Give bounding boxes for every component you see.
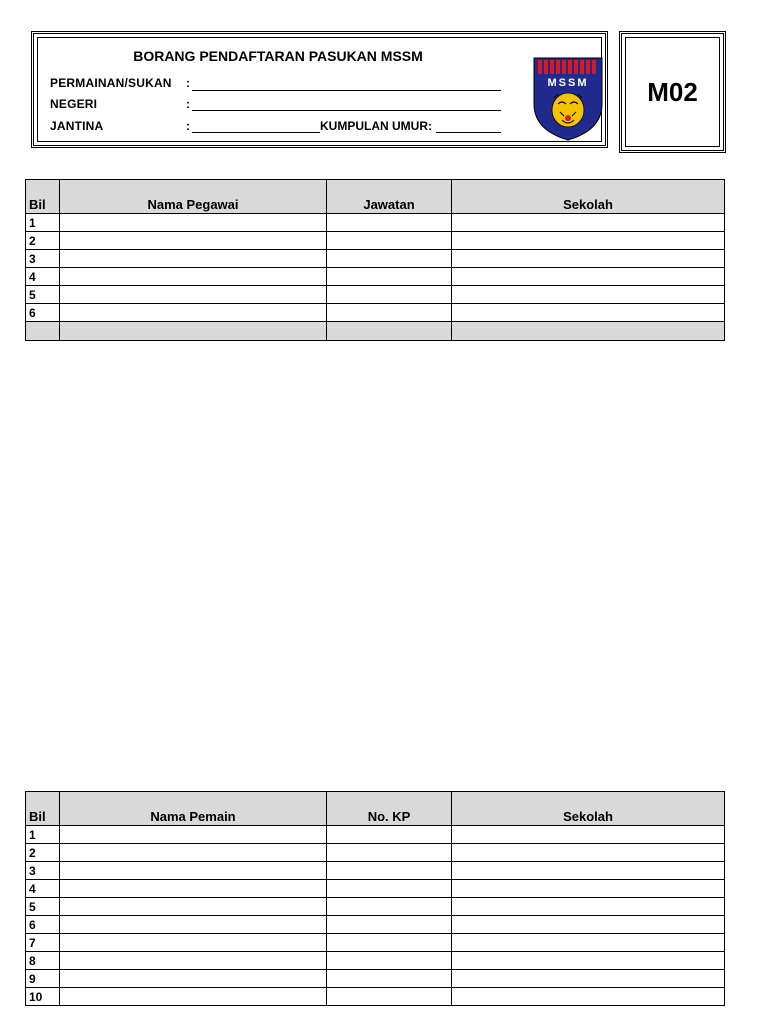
form-title: BORANG PENDAFTARAN PASUKAN MSSM bbox=[133, 48, 423, 64]
ic-cell[interactable] bbox=[327, 826, 452, 844]
table-row bbox=[26, 970, 725, 988]
table-row bbox=[26, 916, 725, 934]
players-header-bil: Bil bbox=[26, 792, 60, 826]
row-number: 10 bbox=[26, 988, 60, 1006]
name-cell[interactable] bbox=[60, 934, 327, 952]
position-cell[interactable] bbox=[327, 250, 452, 268]
name-cell[interactable] bbox=[60, 988, 327, 1006]
row-number: 1 bbox=[26, 826, 60, 844]
ic-cell[interactable] bbox=[327, 988, 452, 1006]
table-row bbox=[26, 232, 725, 250]
table-row bbox=[26, 286, 725, 304]
name-cell[interactable] bbox=[60, 844, 327, 862]
players-header-name: Nama Pemain bbox=[60, 792, 327, 826]
ic-cell[interactable] bbox=[327, 970, 452, 988]
school-cell[interactable] bbox=[452, 898, 725, 916]
position-cell[interactable] bbox=[327, 286, 452, 304]
state-colon: : bbox=[186, 97, 190, 111]
state-label: NEGERI bbox=[50, 97, 98, 111]
name-cell[interactable] bbox=[60, 286, 327, 304]
players-table bbox=[25, 791, 725, 1006]
table-row bbox=[26, 898, 725, 916]
officials-table bbox=[25, 179, 725, 341]
row-number: 2 bbox=[26, 844, 60, 862]
form-header bbox=[31, 31, 608, 148]
officials-header-bil: Bil bbox=[26, 180, 60, 214]
logo-text: MSSM bbox=[547, 77, 589, 89]
row-number: 5 bbox=[26, 898, 60, 916]
school-cell[interactable] bbox=[452, 214, 725, 232]
school-cell[interactable] bbox=[452, 988, 725, 1006]
position-cell[interactable] bbox=[327, 214, 452, 232]
gender-colon: : bbox=[186, 119, 190, 133]
ic-cell[interactable] bbox=[327, 862, 452, 880]
table-row bbox=[26, 880, 725, 898]
school-cell[interactable] bbox=[452, 952, 725, 970]
ic-cell[interactable] bbox=[327, 916, 452, 934]
table-row bbox=[26, 304, 725, 322]
officials-header-row bbox=[26, 180, 725, 214]
name-cell[interactable] bbox=[60, 916, 327, 934]
row-number: 2 bbox=[26, 232, 60, 250]
name-cell[interactable] bbox=[60, 880, 327, 898]
row-number: 4 bbox=[26, 268, 60, 286]
ic-cell[interactable] bbox=[327, 898, 452, 916]
players-header-row bbox=[26, 792, 725, 826]
position-cell[interactable] bbox=[327, 268, 452, 286]
officials-header-name: Nama Pegawai bbox=[60, 180, 327, 214]
ic-cell[interactable] bbox=[327, 934, 452, 952]
name-cell[interactable] bbox=[60, 268, 327, 286]
name-cell[interactable] bbox=[60, 214, 327, 232]
name-cell[interactable] bbox=[60, 970, 327, 988]
row-number: 4 bbox=[26, 880, 60, 898]
players-header-ic: No. KP bbox=[327, 792, 452, 826]
school-cell[interactable] bbox=[452, 934, 725, 952]
row-number: 6 bbox=[26, 304, 60, 322]
school-cell[interactable] bbox=[452, 862, 725, 880]
table-row bbox=[26, 988, 725, 1006]
school-cell[interactable] bbox=[452, 880, 725, 898]
school-cell[interactable] bbox=[452, 250, 725, 268]
table-row bbox=[26, 934, 725, 952]
school-cell[interactable] bbox=[452, 232, 725, 250]
age-group-field[interactable] bbox=[436, 132, 501, 133]
row-number: 3 bbox=[26, 250, 60, 268]
row-number: 6 bbox=[26, 916, 60, 934]
age-group-label: KUMPULAN UMUR: bbox=[320, 119, 432, 133]
name-cell[interactable] bbox=[60, 232, 327, 250]
name-cell[interactable] bbox=[60, 862, 327, 880]
officials-header-position: Jawatan bbox=[327, 180, 452, 214]
school-cell[interactable] bbox=[452, 304, 725, 322]
form-code: M02 bbox=[625, 37, 720, 147]
officials-header-school: Sekolah bbox=[452, 180, 725, 214]
school-cell[interactable] bbox=[452, 844, 725, 862]
table-row bbox=[26, 268, 725, 286]
row-number: 8 bbox=[26, 952, 60, 970]
table-row bbox=[26, 844, 725, 862]
school-cell[interactable] bbox=[452, 286, 725, 304]
table-footer-row bbox=[26, 322, 725, 341]
position-cell[interactable] bbox=[327, 304, 452, 322]
name-cell[interactable] bbox=[60, 304, 327, 322]
position-cell[interactable] bbox=[327, 232, 452, 250]
name-cell[interactable] bbox=[60, 952, 327, 970]
sport-label: PERMAINAN/SUKAN bbox=[50, 76, 172, 90]
gender-label: JANTINA bbox=[50, 119, 104, 133]
school-cell[interactable] bbox=[452, 916, 725, 934]
sport-colon: : bbox=[186, 76, 190, 90]
school-cell[interactable] bbox=[452, 970, 725, 988]
row-number: 7 bbox=[26, 934, 60, 952]
mssm-shield-icon bbox=[532, 56, 604, 142]
state-field[interactable] bbox=[192, 110, 501, 111]
name-cell[interactable] bbox=[60, 898, 327, 916]
ic-cell[interactable] bbox=[327, 844, 452, 862]
school-cell[interactable] bbox=[452, 268, 725, 286]
gender-field[interactable] bbox=[192, 132, 320, 133]
table-row bbox=[26, 214, 725, 232]
table-row bbox=[26, 250, 725, 268]
table-row bbox=[26, 952, 725, 970]
row-number: 3 bbox=[26, 862, 60, 880]
row-number: 5 bbox=[26, 286, 60, 304]
name-cell[interactable] bbox=[60, 826, 327, 844]
sport-field[interactable] bbox=[192, 90, 501, 91]
ic-cell[interactable] bbox=[327, 880, 452, 898]
ic-cell[interactable] bbox=[327, 952, 452, 970]
form-code-box bbox=[619, 31, 726, 153]
school-cell[interactable] bbox=[452, 826, 725, 844]
table-row bbox=[26, 862, 725, 880]
row-number: 9 bbox=[26, 970, 60, 988]
name-cell[interactable] bbox=[60, 250, 327, 268]
players-header-school: Sekolah bbox=[452, 792, 725, 826]
table-row bbox=[26, 826, 725, 844]
row-number: 1 bbox=[26, 214, 60, 232]
